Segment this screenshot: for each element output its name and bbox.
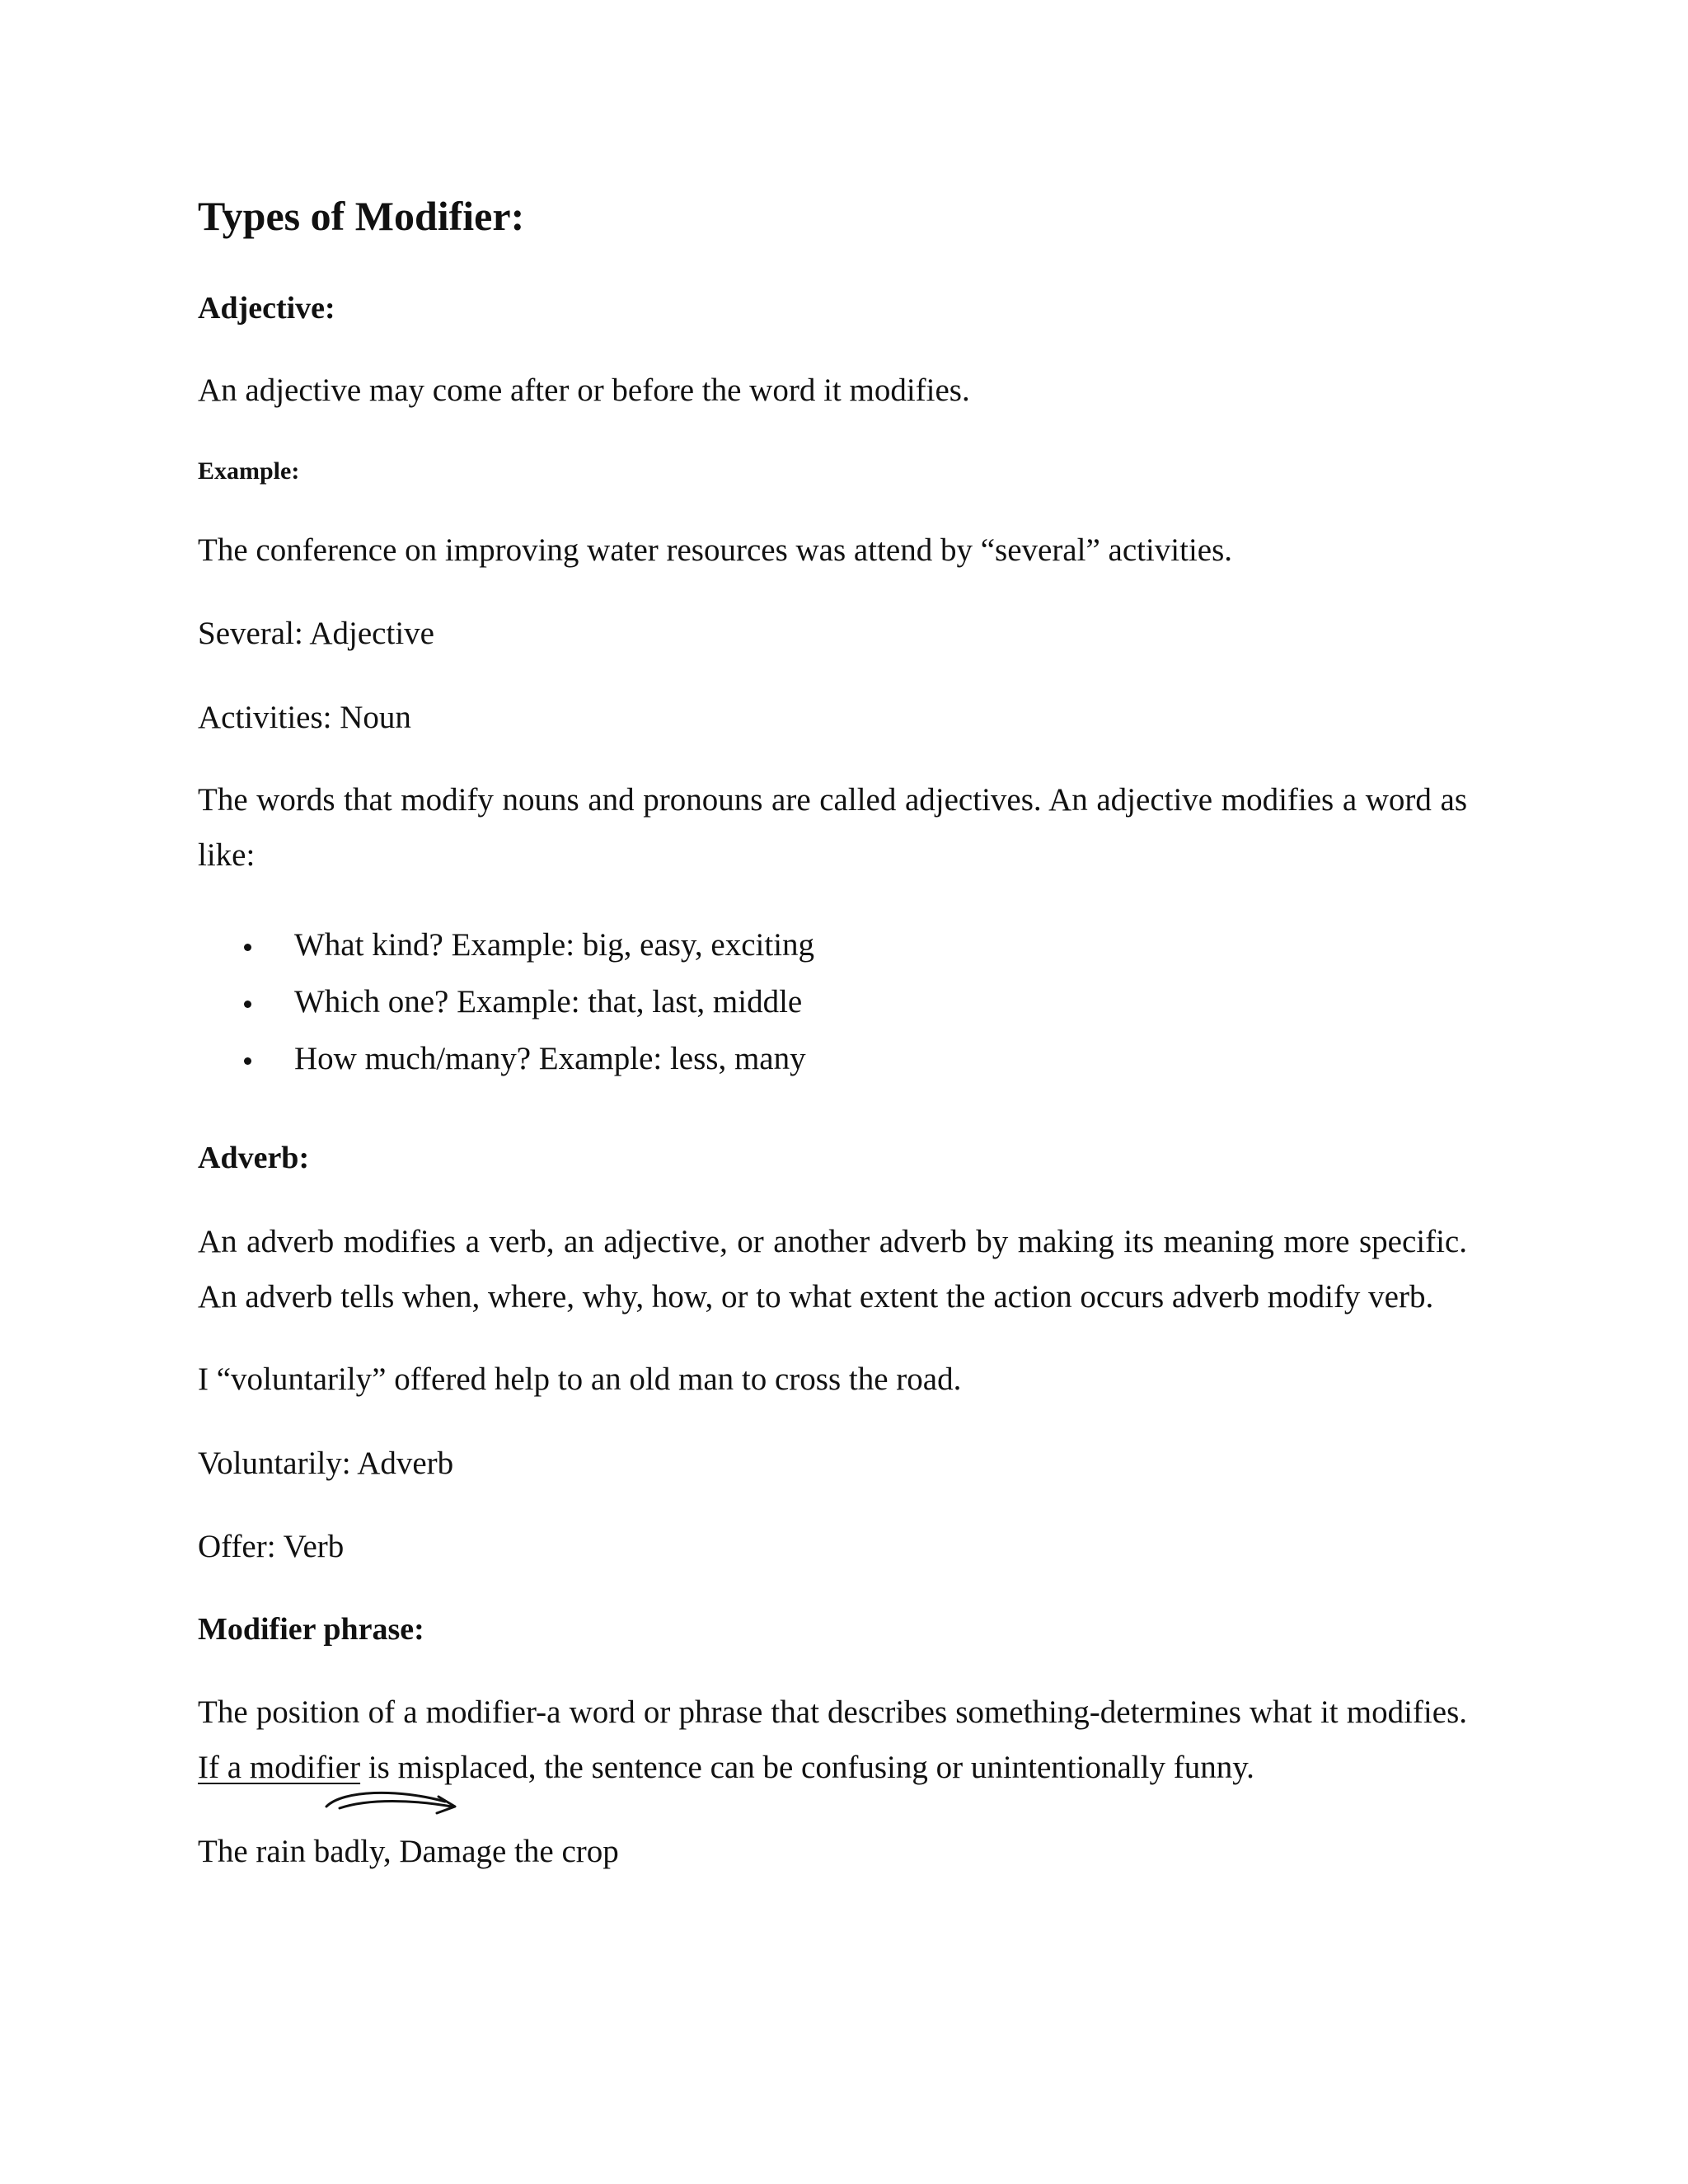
list-item-text: How much/many? Example: less, many (294, 1041, 806, 1076)
page-title: Types of Modifier: (198, 193, 525, 239)
underlined-phrase: If a modifier (198, 1750, 361, 1785)
bullet-icon (244, 944, 251, 951)
description-part-1: The position of a modifier-a word or phrase that describes something-determines what it modifies. (198, 1694, 1467, 1730)
adverb-heading: Adverb: (198, 1141, 310, 1175)
list-item-text: Which one? Example: that, last, middle (294, 984, 803, 1019)
list-item-text: What kind? Example: big, easy, exciting (294, 927, 815, 963)
adjective-example-sentence: The conference on improving water resources was attend by “several” activities. (198, 532, 1233, 568)
modifier-phrase-description (198, 1685, 1467, 1795)
adverb-description: An adverb modifies a verb, an adjective, or another adverb by making its meaning more specific. An adverb tells when, where, why, how, or to what extent the action occurs adverb modify verb. (198, 1224, 1467, 1315)
activities-definition: Activities: Noun (198, 700, 411, 735)
modifier-phrase-example: The rain badly, Damage the crop (198, 1834, 619, 1869)
adverb-example-sentence: I “voluntarily” offered help to an old man to cross the road. (198, 1361, 962, 1397)
handwritten-arrow-icon (321, 1785, 462, 1818)
adjective-heading: Adjective: (198, 291, 335, 326)
offer-definition: Offer: Verb (198, 1529, 345, 1564)
modifier-phrase-heading: Modifier phrase: (198, 1612, 424, 1647)
voluntarily-definition: Voluntarily: Adverb (198, 1446, 454, 1481)
bullet-icon (244, 1057, 251, 1065)
adjective-intro: An adjective may come after or before the word it modifies. (198, 373, 970, 408)
description-part-2: is misplaced, the sentence can be confusing or unintentionally funny. (360, 1750, 1254, 1785)
example-label: Example: (198, 457, 300, 485)
bullet-icon (244, 1001, 251, 1008)
several-definition: Several: Adjective (198, 616, 434, 651)
adjective-description: The words that modify nouns and pronouns are called adjectives. An adjective modifies a word as like: (198, 782, 1467, 873)
